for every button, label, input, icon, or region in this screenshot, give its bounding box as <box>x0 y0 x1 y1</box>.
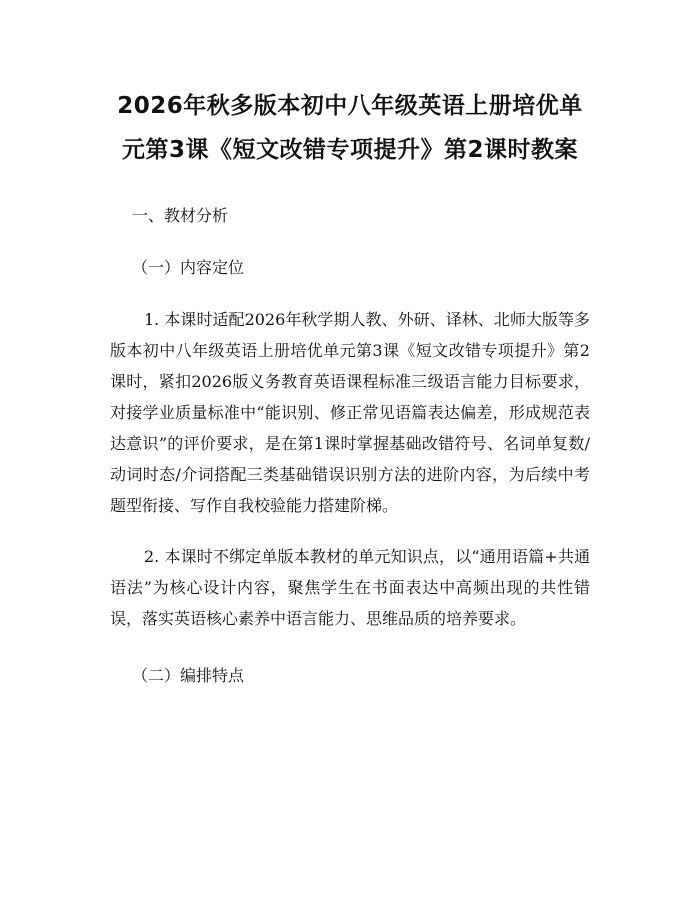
paragraph-1: 1. 本课时适配2026年秋学期人教、外研、译林、北师大版等多版本初中八年级英语上册培优单元第3课《短文改错专项提升》第2课时，紧扣2026版义务教育英语课程标准三级语言能力目标要求，对接学业质量标准中“能识别、修正常见语篇表达偏差，形成规范表达意识”的评价要求，是在第1课时掌握基础改错符号、名词单复数/动词时态/介词搭配三类基础错误识别方法的进阶内容，为后续中考题型衔接、写作自我校验能力搭建阶梯。 <box>110 310 590 515</box>
section-heading-textbook-analysis: 一、教材分析 <box>132 206 229 225</box>
document-title: 2026年秋多版本初中八年级英语上册培优单元第3课《短文改错专项提升》第2课时教案 <box>117 93 583 163</box>
subheading-arrangement-features: （二）编排特点 <box>132 666 245 685</box>
paragraph-2: 2. 本课时不绑定单版本教材的单元知识点，以“通用语篇+共通语法”为核心设计内容，聚焦学生在书面表达中高频出现的共性错误，落实英语核心素养中语言能力、思维品质的培养要求。 <box>110 547 590 628</box>
subheading-content-positioning: （一）内容定位 <box>132 258 245 277</box>
